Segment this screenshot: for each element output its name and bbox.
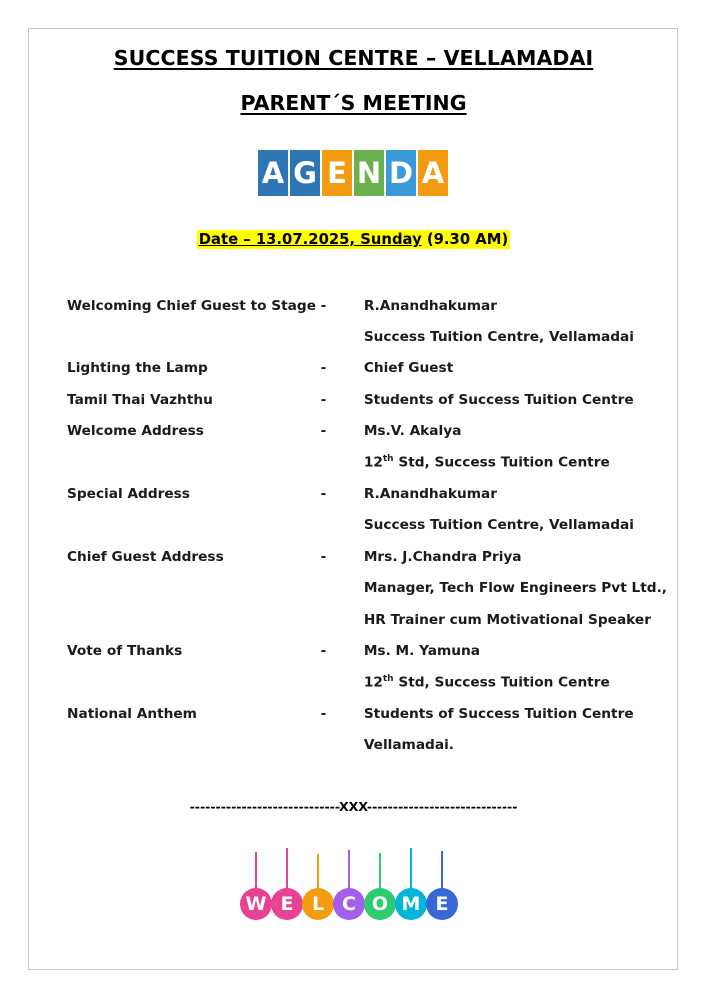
agenda-row <box>67 321 667 352</box>
welcome-balloon: M <box>395 888 427 920</box>
agenda-row <box>67 604 667 635</box>
agenda-separator: - <box>320 297 327 314</box>
agenda-presenter: Ms.V. Akalya <box>363 423 462 440</box>
welcome-balloon: C <box>333 888 365 920</box>
agenda-row <box>67 416 667 447</box>
grade-number: 12 <box>363 674 383 691</box>
agenda-presenter: Success Tuition Centre, Vellamadai <box>363 329 634 346</box>
agenda-separator: - <box>320 391 327 408</box>
agenda-item: Vote of Thanks <box>67 642 183 659</box>
agenda-row <box>67 698 667 729</box>
agenda-row <box>67 573 667 604</box>
agenda-presenter: Success Tuition Centre, Vellamadai <box>363 517 634 534</box>
agenda-separator: - <box>320 642 327 659</box>
page-subtitle: PARENT´S MEETING <box>240 91 467 115</box>
agenda-logo <box>258 150 448 196</box>
welcome-balloon: L <box>302 888 334 920</box>
agenda-separator: - <box>320 705 327 722</box>
welcome-balloon: E <box>426 888 458 920</box>
agenda-presenter: Vellamadai. <box>363 737 454 754</box>
agenda-row <box>67 353 667 384</box>
agenda-item <box>67 447 321 478</box>
agenda-presenter: R.Anandhakumar <box>363 297 497 314</box>
agenda-logo-tile: N <box>354 150 384 196</box>
welcome-balloon-string <box>379 853 381 890</box>
agenda-separator <box>321 510 364 541</box>
presenter-text: Std, Success Tuition Centre <box>393 674 610 691</box>
agenda-item <box>67 321 321 352</box>
agenda-row <box>67 541 667 572</box>
agenda-item: Lighting the Lamp <box>67 360 208 377</box>
agenda-separator: - <box>320 423 327 440</box>
agenda-separator: - <box>320 486 327 503</box>
meeting-date-line <box>0 229 707 248</box>
welcome-balloon: O <box>364 888 396 920</box>
meeting-date: Date – 13.07.2025, Sunday <box>198 231 422 248</box>
agenda-logo-tile: D <box>386 150 416 196</box>
agenda-item: Special Address <box>67 486 190 503</box>
agenda-separator <box>321 447 364 478</box>
agenda-separator: - <box>320 360 327 377</box>
agenda-row <box>67 635 667 666</box>
agenda-item: Tamil Thai Vazhthu <box>67 391 213 408</box>
agenda-row <box>67 384 667 415</box>
agenda-row <box>67 510 667 541</box>
agenda-item: Welcoming Chief Guest to Stage <box>67 297 316 314</box>
welcome-logo <box>240 848 470 932</box>
agenda-presenter: R.Anandhakumar <box>363 486 497 503</box>
agenda-item <box>67 729 321 760</box>
end-divider: -----------------------------XXX----------------------------- <box>189 799 518 814</box>
agenda-presenter: Students of Success Tuition Centre <box>363 391 634 408</box>
agenda-presenter: Chief Guest <box>363 360 454 377</box>
agenda-item <box>67 510 321 541</box>
welcome-balloon-string <box>255 852 257 890</box>
meeting-time: (9.30 AM) <box>421 231 509 248</box>
page-title: SUCCESS TUITION CENTRE – VELLAMADAI <box>113 46 594 70</box>
agenda-logo-tile: A <box>418 150 448 196</box>
agenda-separator <box>321 667 364 698</box>
grade-suffix: th <box>382 454 394 465</box>
agenda-row <box>67 667 667 698</box>
welcome-balloon-string <box>348 850 350 890</box>
agenda-logo-tile: E <box>322 150 352 196</box>
agenda-separator <box>321 321 364 352</box>
agenda-item <box>67 573 321 604</box>
agenda-row <box>67 729 667 760</box>
agenda-separator: - <box>320 548 327 565</box>
welcome-balloon: W <box>240 888 272 920</box>
agenda-item <box>67 667 321 698</box>
agenda-presenter: Mrs. J.Chandra Priya <box>363 548 522 565</box>
agenda-item: Chief Guest Address <box>67 548 224 565</box>
agenda-table <box>67 290 667 761</box>
agenda-separator <box>321 604 364 635</box>
agenda-presenter: Students of Success Tuition Centre <box>363 705 634 722</box>
agenda-separator <box>321 573 364 604</box>
welcome-balloon: E <box>271 888 303 920</box>
presenter-text: Std, Success Tuition Centre <box>393 454 610 471</box>
date-highlight <box>197 230 510 249</box>
agenda-separator <box>321 729 364 760</box>
agenda-row <box>67 447 667 478</box>
grade-suffix: th <box>382 674 394 685</box>
grade-number: 12 <box>363 454 383 471</box>
agenda-presenter <box>364 447 667 478</box>
welcome-balloon-string <box>410 848 412 890</box>
welcome-balloon-string <box>317 854 319 890</box>
welcome-balloon-string <box>441 851 443 890</box>
agenda-item <box>67 604 321 635</box>
agenda-item: Welcome Address <box>67 423 204 440</box>
agenda-presenter: HR Trainer cum Motivational Speaker <box>363 611 651 628</box>
agenda-logo-tile: G <box>290 150 320 196</box>
agenda-logo-tile: A <box>258 150 288 196</box>
agenda-presenter <box>364 667 667 698</box>
agenda-item: National Anthem <box>67 705 197 722</box>
agenda-presenter: Ms. M. Yamuna <box>363 642 481 659</box>
welcome-balloon-string <box>286 848 288 890</box>
agenda-presenter: Manager, Tech Flow Engineers Pvt Ltd., <box>363 580 667 597</box>
agenda-row <box>67 290 667 321</box>
agenda-row <box>67 478 667 509</box>
